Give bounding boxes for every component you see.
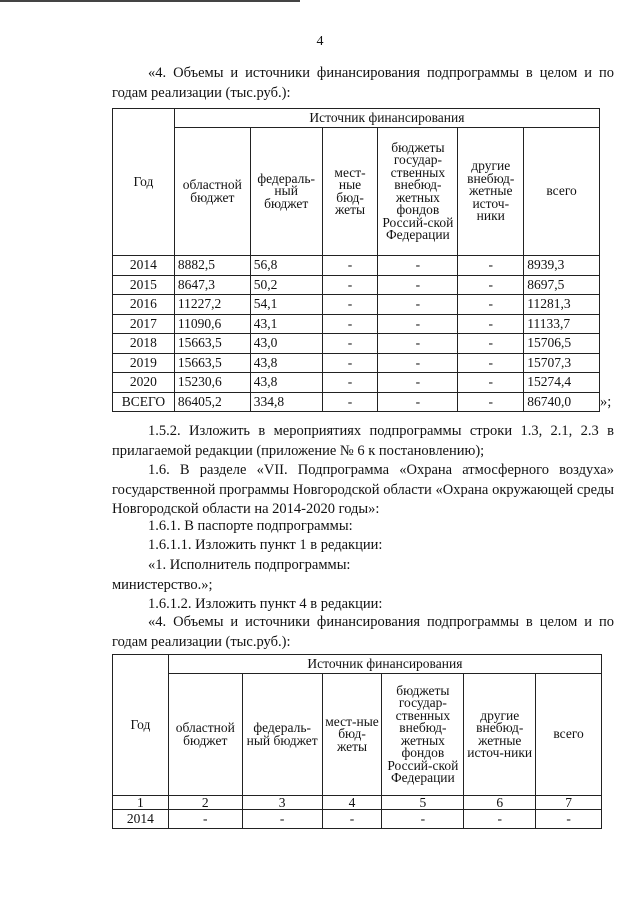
header-federal-budget: федераль-ный бюджет — [250, 128, 322, 256]
table-cell: 86740,0 — [524, 392, 600, 412]
table-cell: 43,1 — [250, 314, 322, 334]
table-row — [113, 334, 600, 354]
table-cell: 15663,5 — [174, 334, 250, 354]
table-cell: - — [458, 334, 524, 354]
table-row — [113, 275, 600, 295]
column-number: 2 — [168, 796, 242, 810]
table-cell: - — [458, 256, 524, 276]
table-row — [113, 295, 600, 315]
table-cell: 11281,3 — [524, 295, 600, 315]
table-cell: - — [458, 392, 524, 412]
table-cell: 15707,3 — [524, 353, 600, 373]
line-1-6-1-1: 1.6.1.1. Изложить пункт 1 в редакции: — [148, 537, 383, 553]
table-row — [113, 392, 600, 412]
column-number: 1 — [113, 796, 169, 810]
table-cell: - — [322, 314, 378, 334]
table-cell: - — [322, 256, 378, 276]
paragraph-1-6: 1.6. В разделе «VII. Подпрограмма «Охрана атмосферного воздуха» государственной программы Новгородской области «Охрана окружающей среды Новгородской области на 2014-2020 годы»: — [112, 462, 614, 517]
table-cell: 2018 — [113, 334, 175, 354]
table-cell: - — [378, 373, 458, 393]
table-cell: - — [458, 295, 524, 315]
table-cell: - — [458, 353, 524, 373]
table-cell: - — [382, 810, 464, 829]
table-cell: 11090,6 — [174, 314, 250, 334]
table-cell: - — [536, 810, 602, 829]
quote-close-mark: »; — [600, 394, 612, 410]
table-cell: - — [322, 275, 378, 295]
table-cell: 15706,5 — [524, 334, 600, 354]
table-cell: 2017 — [113, 314, 175, 334]
header-extrabudgetary-funds: бюджеты государ-ственных внебюд-жетных фондов Россий-ской Федерации — [378, 128, 458, 256]
table-cell: 56,8 — [250, 256, 322, 276]
table-cell: 50,2 — [250, 275, 322, 295]
top-rule — [0, 0, 300, 2]
table-row — [113, 810, 602, 829]
table-cell: 11133,7 — [524, 314, 600, 334]
table-cell: - — [322, 810, 382, 829]
table-cell: 2016 — [113, 295, 175, 315]
table-cell: 2014 — [113, 256, 175, 276]
table-cell: - — [378, 392, 458, 412]
table-cell: 2020 — [113, 373, 175, 393]
header-extrabudgetary-funds-2: бюджеты государ-ственных внебюд-жетных фондов Россий-ской Федерации — [382, 674, 464, 796]
table-cell: 43,0 — [250, 334, 322, 354]
header-total-2: всего — [536, 674, 602, 796]
table-cell: 2014 — [113, 810, 169, 829]
header-local-budgets: мест-ные бюд-жеты — [322, 128, 378, 256]
table-cell: 15230,6 — [174, 373, 250, 393]
table-cell: ВСЕГО — [113, 392, 175, 412]
table-cell: 43,8 — [250, 373, 322, 393]
header-other-sources: другие внебюд-жетные источ-ники — [458, 128, 524, 256]
header-local-budgets-2: мест-ные бюд-жеты — [322, 674, 382, 796]
table-cell: - — [458, 275, 524, 295]
table-cell: - — [378, 295, 458, 315]
financing-table-1 — [112, 108, 600, 412]
column-number: 5 — [382, 796, 464, 810]
header-year: Год — [113, 109, 175, 256]
header-total: всего — [524, 128, 600, 256]
table-cell: - — [322, 295, 378, 315]
line-1-6-1-2: 1.6.1.2. Изложить пункт 4 в редакции: — [148, 596, 383, 612]
table-row — [113, 314, 600, 334]
table-cell: - — [378, 256, 458, 276]
table-cell: 86405,2 — [174, 392, 250, 412]
line-executor: «1. Исполнитель подпрограммы: — [148, 557, 351, 573]
table-cell: - — [458, 314, 524, 334]
paragraph-financing-heading-2: «4. Объемы и источники финансирования подпрограммы в целом и по годам реализации (тыс.руб.): — [112, 614, 614, 650]
table-cell: - — [242, 810, 322, 829]
header-source-2: Источник финансирования — [168, 655, 601, 674]
table-cell: 2015 — [113, 275, 175, 295]
table-cell: - — [378, 334, 458, 354]
column-number: 6 — [464, 796, 536, 810]
paragraph-financing-heading: «4. Объемы и источники финансирования подпрограммы в целом и по годам реализации (тыс.руб.): — [112, 65, 614, 101]
column-number: 3 — [242, 796, 322, 810]
table-row — [113, 256, 600, 276]
table-cell: - — [464, 810, 536, 829]
table-cell: 8882,5 — [174, 256, 250, 276]
header-regional-budget-2: областной бюджет — [168, 674, 242, 796]
header-federal-budget-2: федераль-ный бюджет — [242, 674, 322, 796]
column-number: 7 — [536, 796, 602, 810]
header-year-2: Год — [113, 655, 169, 796]
financing-table-2 — [112, 654, 602, 829]
header-source: Источник финансирования — [174, 109, 599, 128]
column-number: 4 — [322, 796, 382, 810]
table-cell: 8697,5 — [524, 275, 600, 295]
table-cell: - — [378, 314, 458, 334]
table-cell: - — [322, 392, 378, 412]
table-cell: 54,1 — [250, 295, 322, 315]
table-cell: 11227,2 — [174, 295, 250, 315]
table-cell: 8939,3 — [524, 256, 600, 276]
line-ministry: министерство.»; — [112, 577, 213, 593]
line-1-6-1: 1.6.1. В паспорте подпрограммы: — [148, 518, 353, 534]
table-cell: 2019 — [113, 353, 175, 373]
table-row — [113, 353, 600, 373]
table-cell: 334,8 — [250, 392, 322, 412]
table-cell: - — [168, 810, 242, 829]
page-number: 4 — [316, 34, 324, 49]
paragraph-1-5-2: 1.5.2. Изложить в мероприятиях подпрограммы строки 1.3, 2.1, 2.3 в прилагаемой редакции (приложение № 6 к постановлению); — [112, 423, 614, 459]
table-cell: - — [458, 373, 524, 393]
header-regional-budget: областной бюджет — [174, 128, 250, 256]
table-cell: 15274,4 — [524, 373, 600, 393]
table-cell: 15663,5 — [174, 353, 250, 373]
header-other-sources-2: другие внебюд-жетные источ-ники — [464, 674, 536, 796]
table-cell: - — [378, 275, 458, 295]
table-cell: - — [322, 373, 378, 393]
table-cell: 8647,3 — [174, 275, 250, 295]
table-row — [113, 373, 600, 393]
table-cell: - — [322, 353, 378, 373]
table-cell: - — [322, 334, 378, 354]
table-cell: - — [378, 353, 458, 373]
column-number-row — [113, 796, 602, 810]
table-cell: 43,8 — [250, 353, 322, 373]
